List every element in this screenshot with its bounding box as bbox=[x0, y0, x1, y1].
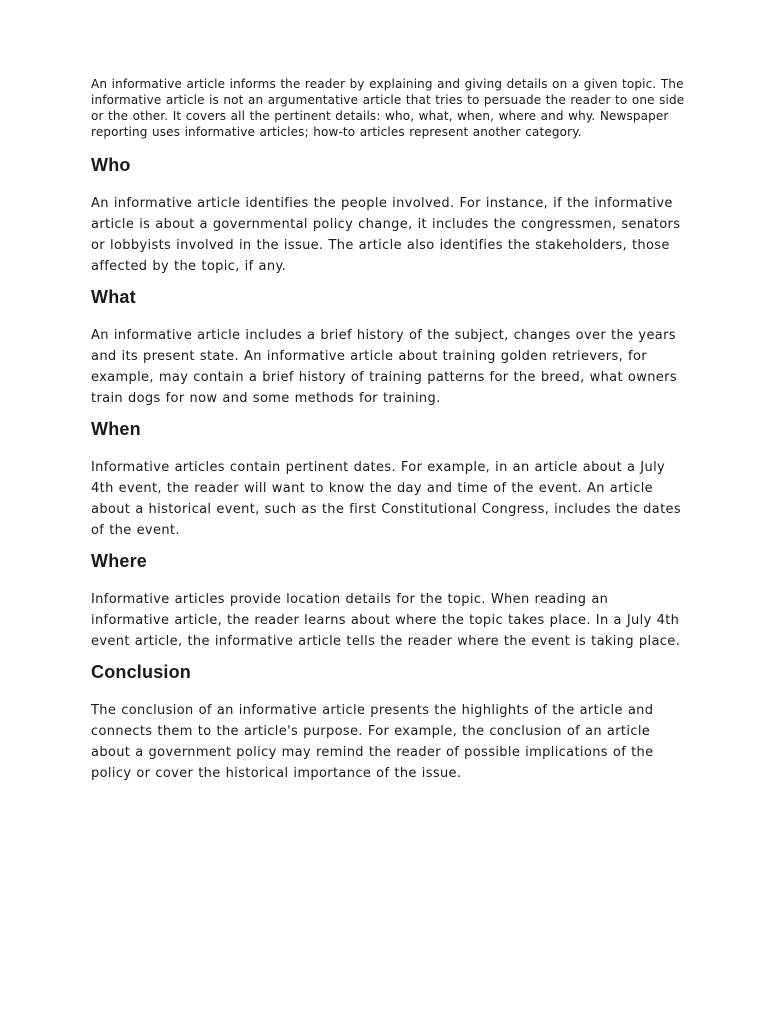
paragraph-conclusion: The conclusion of an informative article presents the highlights of the article and connects them to the article's purpose. For example, the conclusion of an article about a government policy may remind the reader of possible implications of the policy or cover the historical importance of the issue. bbox=[91, 703, 654, 781]
heading-where: Where bbox=[91, 551, 148, 571]
intro-paragraph: An informative article informs the reader by explaining and giving details on a given topic. The informative article is not an argumentative article that tries to persuade the reader to one side or the other. It covers all the pertinent details: who, what, when, where and why. Newspaper reporting uses informative articles; how-to articles represent another category. bbox=[91, 77, 685, 139]
heading-when: When bbox=[91, 419, 141, 439]
paragraph-what: An informative article includes a brief history of the subject, changes over the years and its present state. An informative article about training golden retrievers, for example, may contain a brief history of training patterns for the breed, what owners train dogs for now and some methods for training. bbox=[91, 328, 677, 406]
heading-who: Who bbox=[91, 155, 131, 175]
paragraph-who: An informative article identifies the people involved. For instance, if the informative article is about a governmental policy change, it includes the congressmen, senators or lobbyists involved in the issue. The article also identifies the stakeholders, those affected by the topic, if any. bbox=[91, 196, 681, 274]
heading-what: What bbox=[91, 287, 136, 307]
paragraph-where: Informative articles provide location details for the topic. When reading an informative article, the reader learns about where the topic takes place. In a July 4th event article, the informative article tells the reader where the event is taking place. bbox=[91, 592, 681, 649]
document-page bbox=[91, 76, 691, 784]
heading-conclusion: Conclusion bbox=[91, 662, 191, 682]
paragraph-when: Informative articles contain pertinent dates. For example, in an article about a July 4th event, the reader will want to know the day and time of the event. An article about a historical event, such as the first Constitutional Congress, includes the dates of the event. bbox=[91, 460, 682, 538]
